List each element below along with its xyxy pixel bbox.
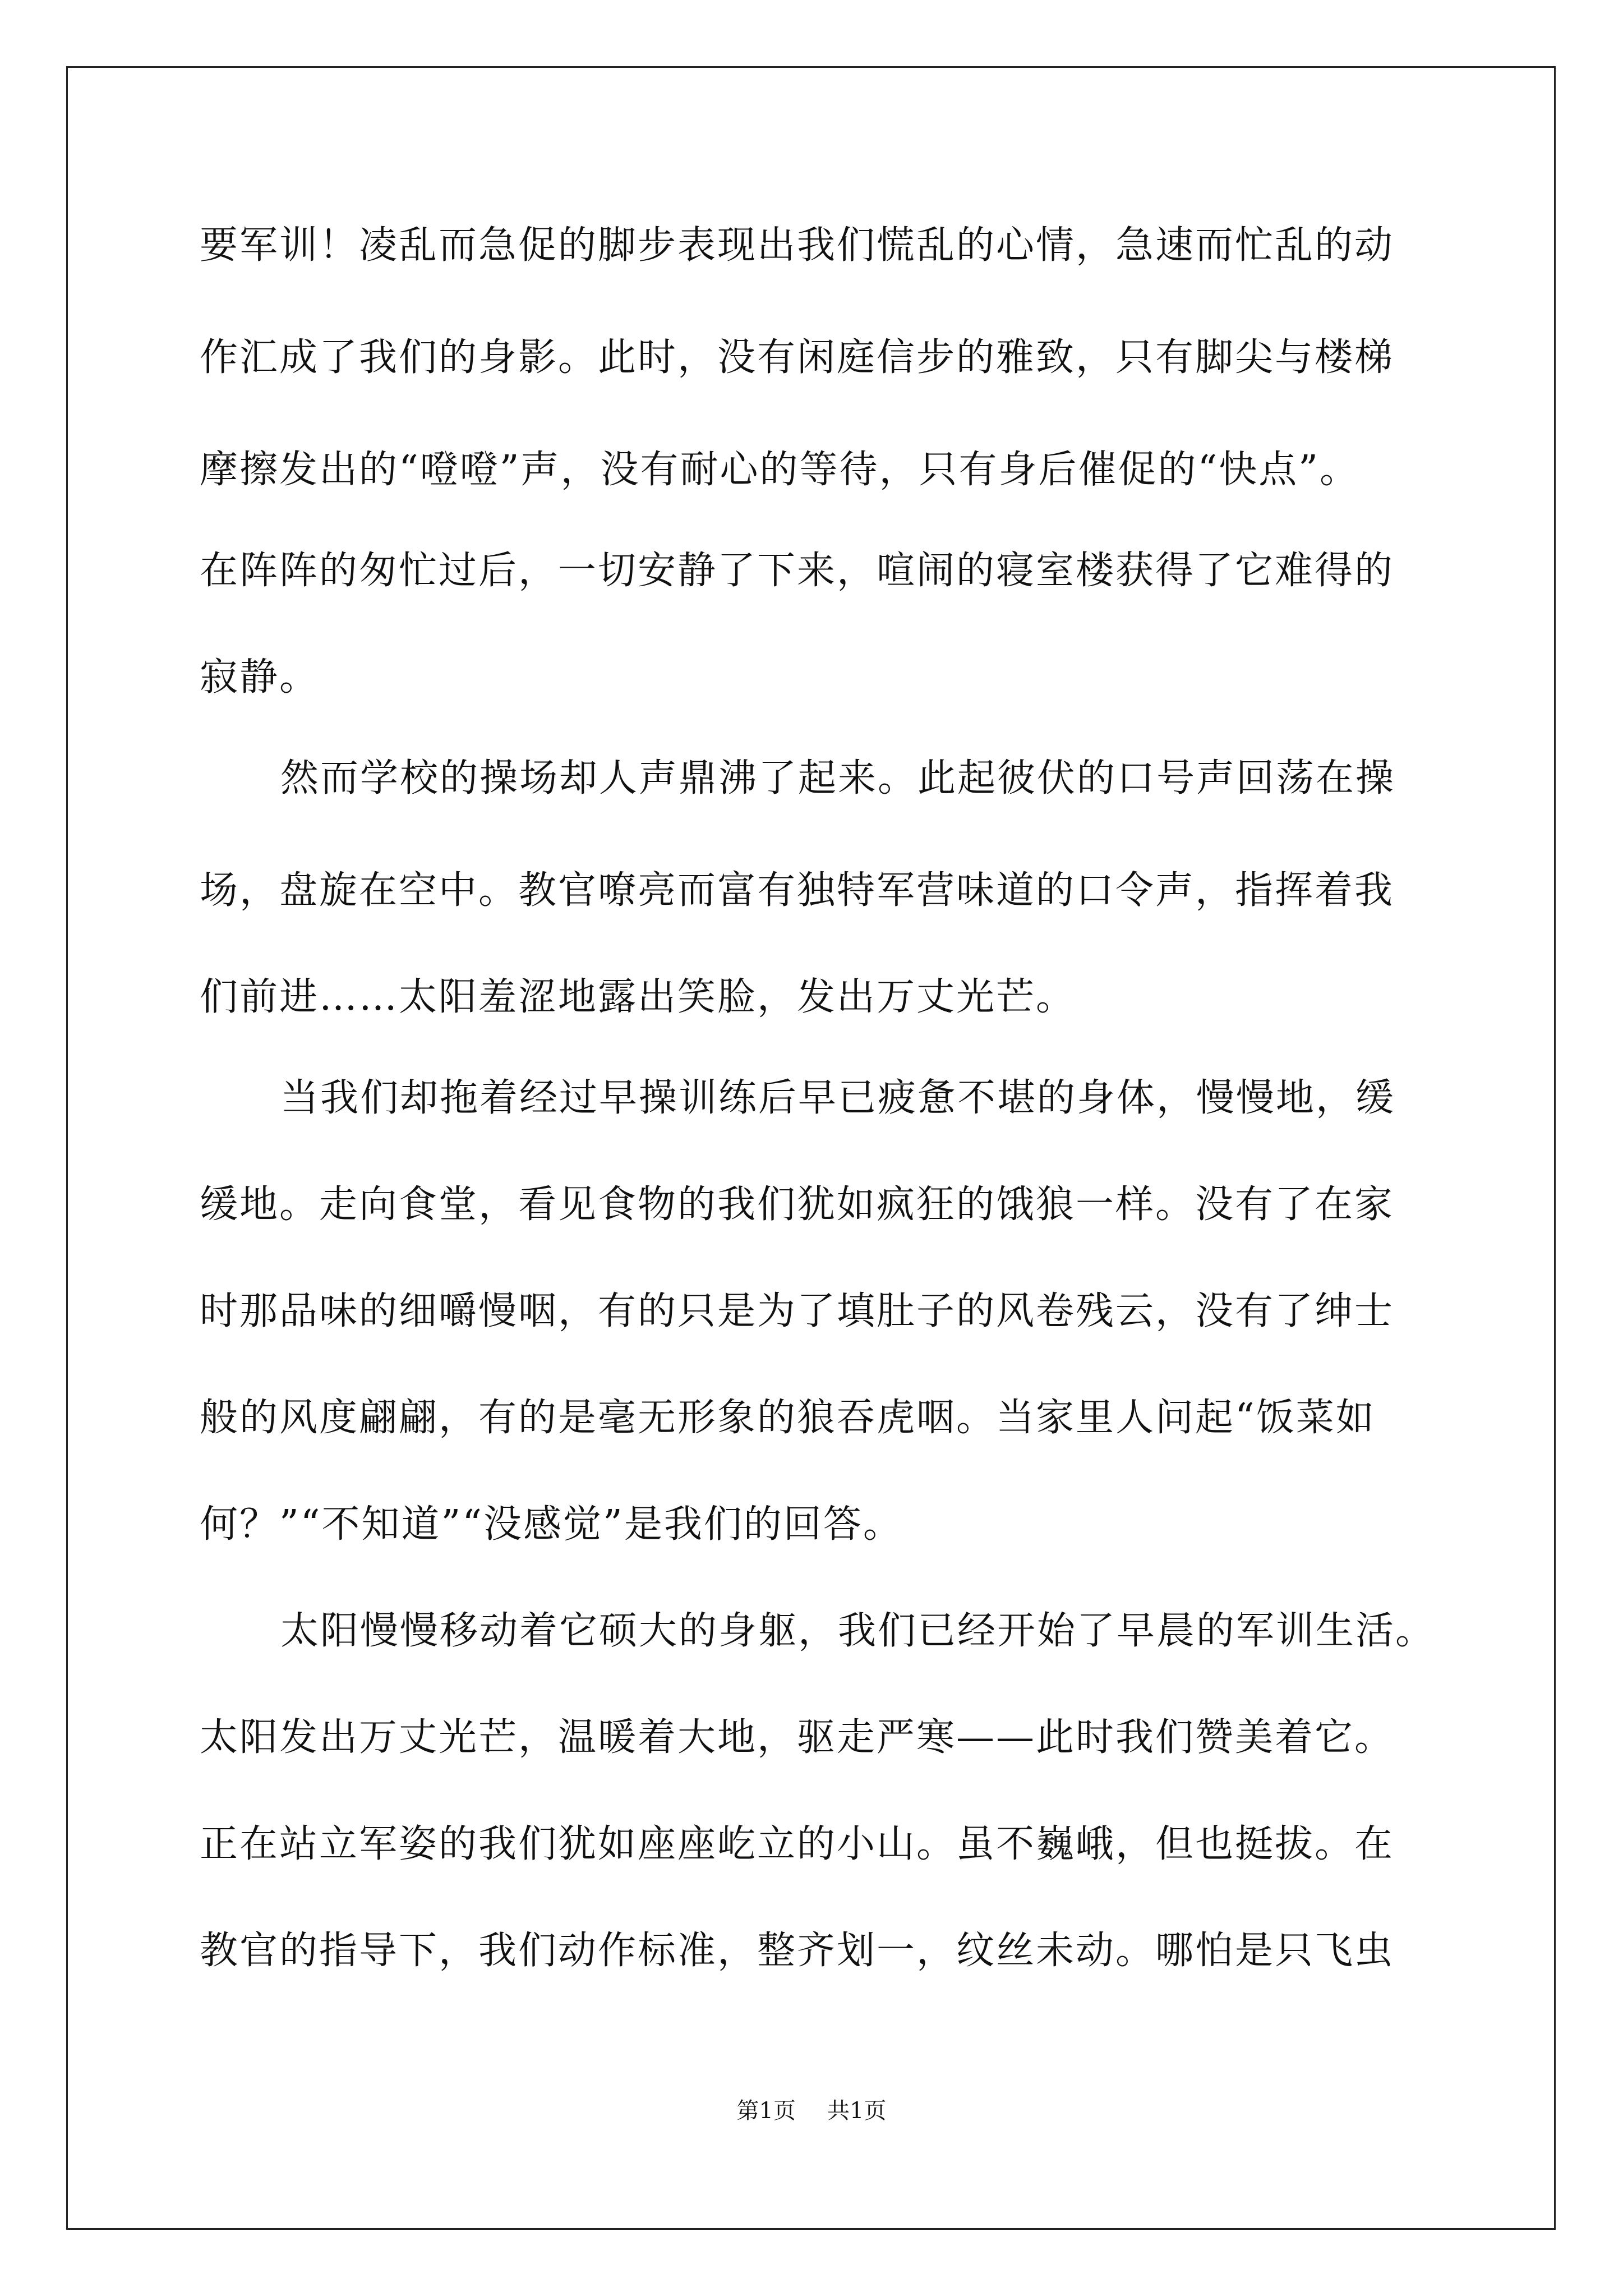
- paragraph-first-line: 太阳慢慢移动着它硕大的身躯，我们已经开始了早晨的军训生活。: [280, 1609, 1436, 1653]
- text-line: 在阵阵的匆忙过后，一切安静了下来，喧闹的寝室楼获得了它难得的: [200, 549, 1395, 593]
- text-line: 时那品味的细嚼慢咽，有的只是为了填肚子的风卷残云，没有了绅士: [200, 1289, 1395, 1333]
- text-line: 摩擦发出的“噔噔”声，没有耐心的等待，只有身后催促的“快点”。: [200, 448, 1360, 492]
- text-line: 何？”“不知道”“没感觉”是我们的回答。: [200, 1502, 903, 1547]
- page-footer: [0, 2097, 1623, 2125]
- text-line: 要军训！凌乱而急促的脚步表现出我们慌乱的心情，急速而忙乱的动: [200, 223, 1395, 268]
- text-line: 缓地。走向食堂，看见食物的我们犹如疯狂的饿狼一样。没有了在家: [200, 1182, 1395, 1227]
- text-line: 教官的指导下，我们动作标准，整齐划一，纹丝未动。哪怕是只飞虫: [200, 1929, 1395, 1973]
- text-line: 们前进……太阳羞涩地露出笑脸，发出万丈光芒。: [200, 975, 1076, 1019]
- paragraph-first-line: 然而学校的操场却人声鼎沸了起来。此起彼伏的口号声回荡在操: [280, 756, 1396, 800]
- text-line: 太阳发出万丈光芒，温暖着大地，驱走严寒——此时我们赞美着它。: [200, 1715, 1395, 1760]
- text-line: 般的风度翩翩，有的是毫无形象的狼吞虎咽。当家里人问起“饭菜如: [200, 1396, 1376, 1440]
- text-line: 寂静。: [200, 655, 320, 700]
- text-line: 作汇成了我们的身影。此时，没有闲庭信步的雅致，只有脚尖与楼梯: [200, 335, 1395, 380]
- text-line: 场，盘旋在空中。教官嘹亮而富有独特军营味道的口令声，指挥着我: [200, 868, 1395, 913]
- text-line: 正在站立军姿的我们犹如座座屹立的小山。虽不巍峨，但也挺拔。在: [200, 1822, 1395, 1866]
- page-number: 第1页: [736, 2098, 796, 2124]
- paragraph-first-line: 当我们却拖着经过早操训练后早已疲惫不堪的身体，慢慢地，缓: [280, 1076, 1396, 1120]
- page-total: 共1页: [827, 2098, 887, 2124]
- page-border: [66, 66, 1556, 2230]
